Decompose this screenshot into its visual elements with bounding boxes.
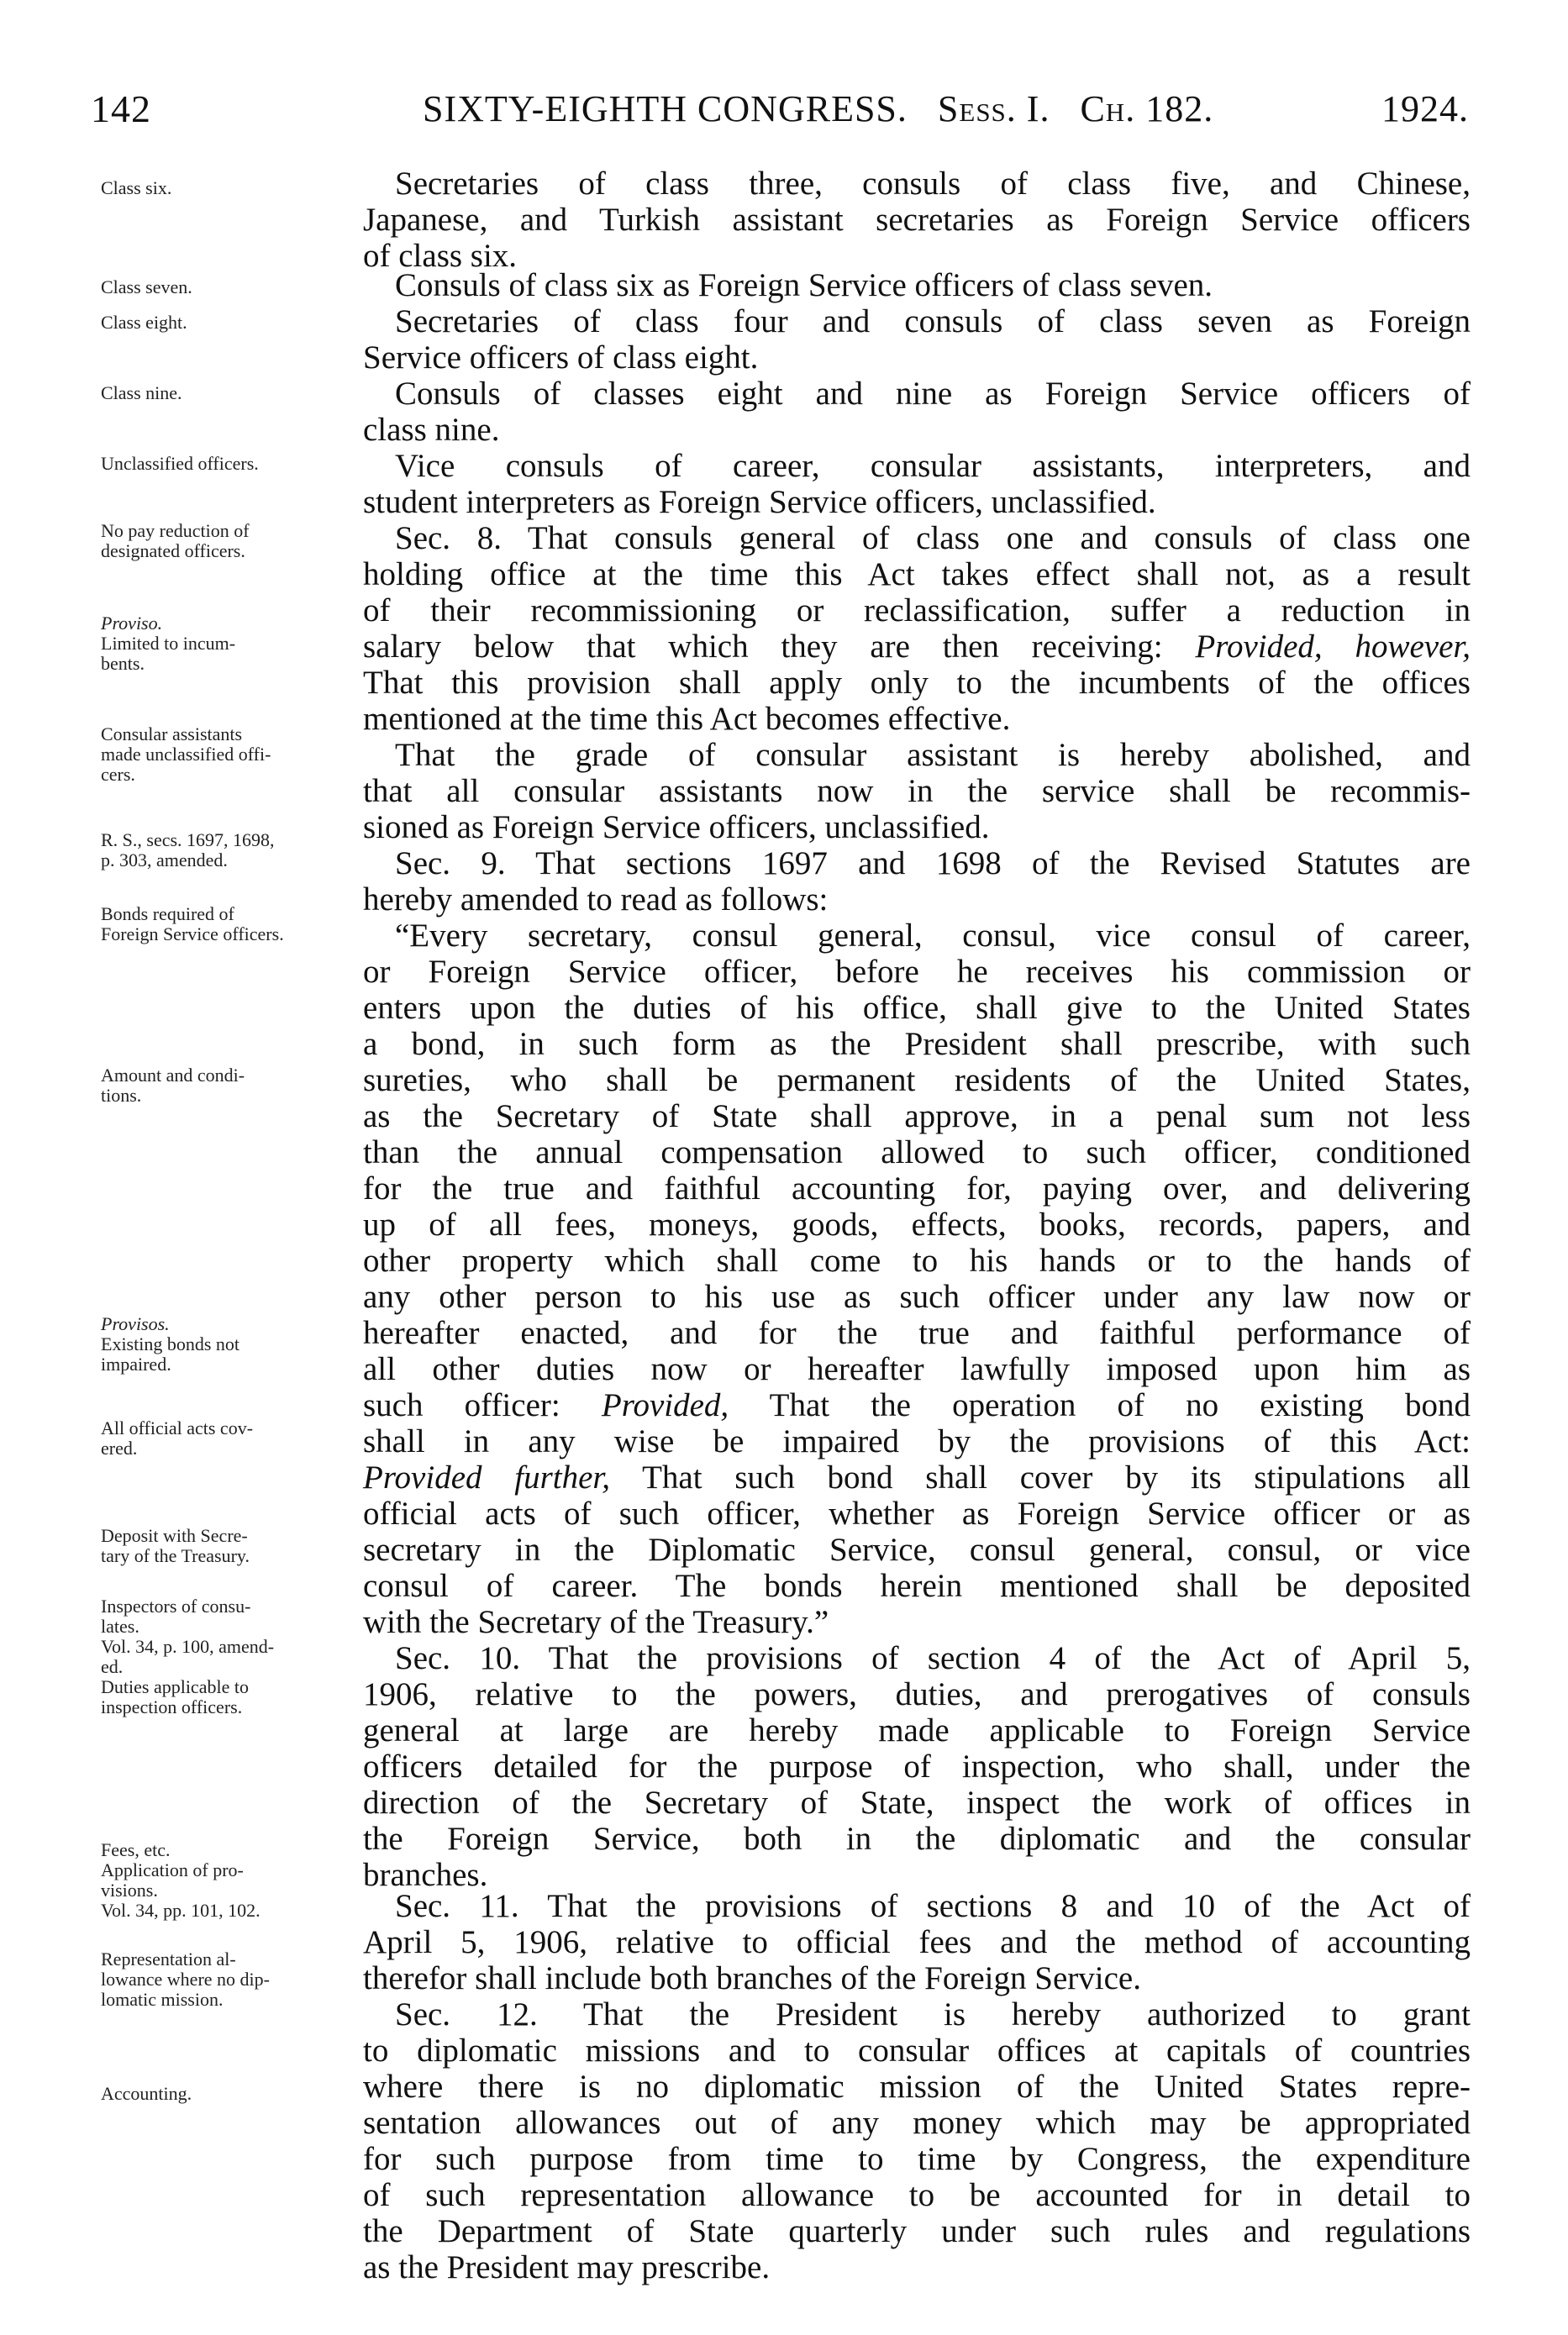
- text-line: hereafter enacted, and for the true and faithful performance of: [363, 1315, 1471, 1351]
- margin-note: Deposit with Secre- tary of the Treasury.: [101, 1525, 250, 1566]
- text-line: branches.: [363, 1857, 488, 1893]
- year-label: 1924.: [1381, 88, 1469, 129]
- text-line: sureties, who shall be permanent residents of the United States,: [363, 1062, 1471, 1098]
- margin-note: R. S., secs. 1697, 1698, p. 303, amended.: [101, 829, 275, 870]
- text-line: 1906, relative to the powers, duties, and prerogatives of consuls: [363, 1676, 1471, 1712]
- text-line: for such purpose from time to time by Congress, the expenditure: [363, 2141, 1471, 2177]
- text-line: Sec. 12. That the President is hereby authorized to grant: [395, 1996, 1471, 2033]
- margin-note: Class six.: [101, 177, 172, 198]
- text-line: mentioned at the time this Act becomes effective.: [363, 701, 1011, 737]
- text-line: hereby amended to read as follows:: [363, 881, 829, 918]
- text-line: where there is no diplomatic mission of the United States repre-: [363, 2069, 1471, 2105]
- text-line: any other person to his use as such officer under any law now or: [363, 1279, 1471, 1315]
- margin-note: Amount and condi- tions.: [101, 1065, 245, 1106]
- text-line: with the Secretary of the Treasury.”: [363, 1604, 829, 1640]
- text-line: that all consular assistants now in the service shall be recommis-: [363, 773, 1471, 809]
- margin-note: Representation al- lowance where no dip- lomatic mission.: [101, 1948, 270, 2010]
- text-line: sioned as Foreign Service officers, unclassified.: [363, 809, 990, 845]
- text-line: Sec. 11. That the provisions of sections 8 and 10 of the Act of: [395, 1888, 1471, 1924]
- running-title: [423, 84, 1213, 134]
- page-number: 142: [91, 87, 151, 130]
- margin-note: Unclassified officers.: [101, 453, 259, 474]
- text-line: or Foreign Service officer, before he receives his commission or: [363, 954, 1471, 990]
- text-line: Japanese, and Turkish assistant secretaries as Foreign Service officers: [363, 202, 1471, 238]
- margin-note: Accounting.: [101, 2083, 192, 2104]
- margin-note: Class eight.: [101, 312, 187, 333]
- text-line: student interpreters as Foreign Service officers, unclassified.: [363, 484, 1156, 520]
- text-line: consul of career. The bonds herein mentioned shall be deposited: [363, 1568, 1471, 1604]
- text-line: the Department of State quarterly under such rules and regulations: [363, 2213, 1471, 2249]
- margin-note: Bonds required of Foreign Service officers.: [101, 903, 284, 944]
- text-line: official acts of such officer, whether as Foreign Service officer or as: [363, 1496, 1471, 1532]
- text-line: Sec. 8. That consuls general of class one and consuls of class one: [395, 520, 1471, 556]
- text-line: all other duties now or hereafter lawfully imposed upon him as: [363, 1351, 1471, 1387]
- text-line: officers detailed for the purpose of inspection, who shall, under the: [363, 1749, 1471, 1785]
- margin-note: Class nine.: [101, 382, 182, 403]
- margin-note: Inspectors of consu- lates. Vol. 34, p. 100, amend- ed. Duties applicable to inspection officers.: [101, 1596, 275, 1717]
- margin-note: Fees, etc. Application of pro- visions. Vol. 34, pp. 101, 102.: [101, 1839, 260, 1921]
- text-line: “Every secretary, consul general, consul, vice consul of career,: [395, 918, 1471, 954]
- text-line: salary below that which they are then receiving: Provided, however,: [363, 628, 1471, 665]
- text-line: secretary in the Diplomatic Service, consul general, consul, or vice: [363, 1532, 1471, 1568]
- text-line: Consuls of class six as Foreign Service officers of class seven.: [395, 267, 1213, 303]
- chapter-label: Ch. 182.: [1080, 88, 1214, 129]
- text-line: other property which shall come to his hands or to the hands of: [363, 1243, 1471, 1279]
- text-line: sentation allowances out of any money which may be appropriated: [363, 2105, 1471, 2141]
- text-line: April 5, 1906, relative to official fees and the method of accounting: [363, 1924, 1471, 1960]
- text-line: shall in any wise be impaired by the provisions of this Act:: [363, 1423, 1471, 1459]
- margin-note: Proviso. Limited to incum- bents.: [101, 613, 236, 674]
- text-line: of such representation allowance to be accounted for in detail to: [363, 2177, 1471, 2213]
- session-label: Sess. I.: [937, 88, 1050, 129]
- text-line: the Foreign Service, both in the diplomatic and the consular: [363, 1821, 1471, 1857]
- text-line: holding office at the time this Act takes effect shall not, as a result: [363, 556, 1471, 592]
- text-line: enters upon the duties of his office, shall give to the United States: [363, 990, 1471, 1026]
- text-line: of their recommissioning or reclassification, suffer a reduction in: [363, 592, 1471, 628]
- text-line: Provided further, That such bond shall cover by its stipulations all: [363, 1459, 1471, 1496]
- margin-note: Provisos. Existing bonds not impaired.: [101, 1313, 240, 1375]
- text-line: That this provision shall apply only to the incumbents of the offices: [363, 665, 1471, 701]
- text-line: such officer: Provided, That the operation of no existing bond: [363, 1387, 1471, 1423]
- margin-note: No pay reduction of designated officers.: [101, 520, 250, 561]
- text-line: for the true and faithful accounting for, paying over, and delivering: [363, 1170, 1471, 1207]
- text-line: than the annual compensation allowed to such officer, conditioned: [363, 1134, 1471, 1170]
- text-line: general at large are hereby made applicable to Foreign Service: [363, 1712, 1471, 1749]
- text-line: of class six.: [363, 238, 518, 274]
- page-header: [91, 84, 1469, 134]
- text-line: Sec. 9. That sections 1697 and 1698 of the Revised Statutes are: [395, 845, 1471, 881]
- text-line: Service officers of class eight.: [363, 339, 759, 376]
- text-line: therefor shall include both branches of the Foreign Service.: [363, 1960, 1141, 1996]
- text-line: class nine.: [363, 412, 500, 448]
- text-line: That the grade of consular assistant is hereby abolished, and: [395, 737, 1471, 773]
- text-line: as the President may prescribe.: [363, 2249, 771, 2285]
- text-line: Sec. 10. That the provisions of section 4 of the Act of April 5,: [395, 1640, 1471, 1676]
- text-line: up of all fees, moneys, goods, effects, books, records, papers, and: [363, 1207, 1471, 1243]
- text-line: Consuls of classes eight and nine as Foreign Service officers of: [395, 376, 1471, 412]
- text-line: as the Secretary of State shall approve, in a penal sum not less: [363, 1098, 1471, 1134]
- text-line: to diplomatic missions and to consular offices at capitals of countries: [363, 2033, 1471, 2069]
- margin-note: Consular assistants made unclassified offi- cers.: [101, 723, 271, 785]
- text-line: Vice consuls of career, consular assistants, interpreters, and: [395, 448, 1471, 484]
- margin-note: Class seven.: [101, 276, 192, 297]
- congress-title: SIXTY-EIGHTH CONGRESS.: [423, 88, 908, 129]
- text-line: Secretaries of class four and consuls of class seven as Foreign: [395, 303, 1471, 339]
- text-line: a bond, in such form as the President shall prescribe, with such: [363, 1026, 1471, 1062]
- text-line: Secretaries of class three, consuls of class five, and Chinese,: [395, 166, 1471, 202]
- text-line: direction of the Secretary of State, inspect the work of offices in: [363, 1785, 1471, 1821]
- margin-note: All official acts cov- ered.: [101, 1417, 254, 1459]
